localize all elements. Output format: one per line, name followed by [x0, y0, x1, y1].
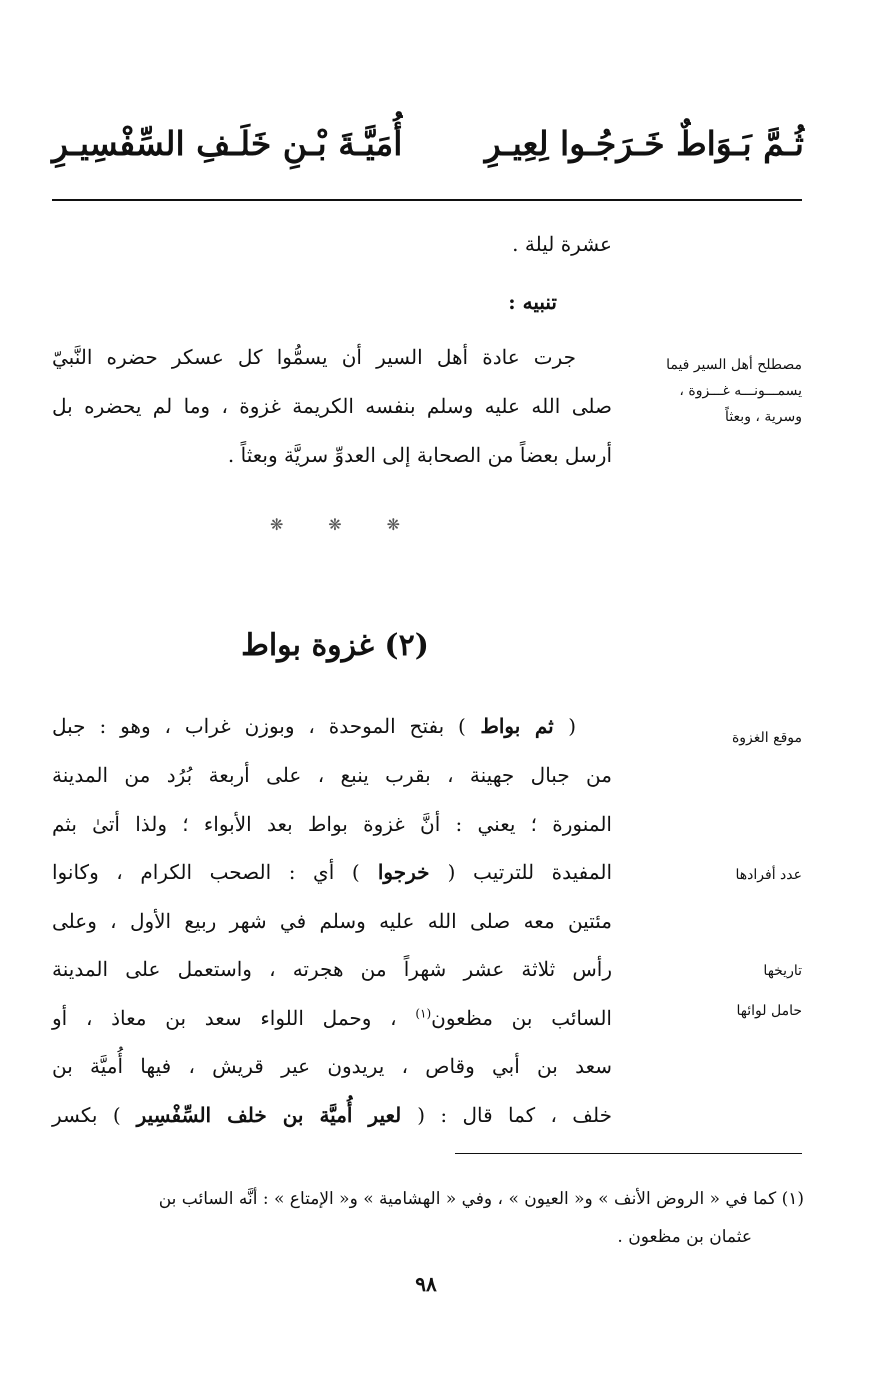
margin-note-location: موقع الغزوة — [731, 730, 802, 746]
body-text: ( — [568, 714, 577, 738]
star-ornament-icon: ❋ — [386, 515, 400, 534]
body-line — [52, 712, 612, 740]
footnote-line: عثمان بن مظعون . — [617, 1227, 752, 1247]
intro-paragraph-line: جرت عادة أهل السير أن يسمُّوا كل عسكر حضره النَّبيّ — [52, 345, 577, 369]
body-line: من جبال جهينة ، بقرب ينبع ، على أربعة بُرُد من المدينة — [52, 763, 612, 787]
footnote-marker[interactable]: (١) — [415, 1006, 432, 1021]
margin-note-line: وسرية ، وبعثاً — [725, 409, 802, 425]
footnote-divider — [455, 1153, 802, 1154]
section-ornament — [270, 515, 400, 534]
body-line: سعد بن أبي وقاص ، يريدون عير قريش ، فيها أُميَّة بن — [52, 1054, 612, 1078]
verse-hemistich-left: أُمَيَّـةَ بْـنِ خَلَـفِ السِّفْسِيـرِ — [52, 123, 403, 163]
margin-note-count: عدد أفرادها — [735, 867, 802, 883]
margin-note-date: تاريخها — [763, 963, 802, 979]
margin-note-terms — [640, 352, 802, 430]
star-ornament-icon: ❋ — [270, 515, 284, 534]
body-text: ) بفتح الموحدة ، وبوزن غراب ، وهو : جبل — [52, 714, 466, 738]
body-line — [52, 1101, 612, 1129]
quoted-verse-text: خرجوا — [359, 860, 448, 884]
section-title: (٢) غزوة بواط — [241, 628, 429, 663]
body-line — [52, 858, 612, 886]
poem-verse — [52, 108, 804, 178]
body-line: مئتين معه صلى الله عليه وسلم في شهر ربيع الأول ، وعلى — [52, 909, 612, 933]
body-text: المفيدة للترتيب ( — [447, 860, 613, 884]
quoted-verse-text: ثم بواط — [465, 714, 569, 738]
body-text: ) بكسر — [52, 1103, 121, 1127]
verse-hemistich-right: ثُـمَّ بَـوَاطٌ خَـرَجُـوا لِعِيـرِ — [484, 123, 804, 163]
intro-line: عشرة ليلة . — [512, 232, 612, 256]
page-number: ٩٨ — [415, 1272, 437, 1296]
quoted-verse-text: لعير أُميَّة بن خلف السِّفْسِير — [120, 1103, 418, 1127]
body-text: ، وحمل اللواء سعد بن معاذ ، أو — [52, 1006, 416, 1030]
star-ornament-icon: ❋ — [328, 515, 342, 534]
body-line: المنورة ؛ يعني : أنَّ غزوة بواط بعد الأبواء ؛ ولذا أتىٰ بثم — [52, 812, 612, 836]
header-divider — [52, 199, 802, 201]
body-line — [52, 1004, 612, 1032]
margin-note-line: يسمـــونـــه غـــزوة ، — [679, 383, 802, 399]
margin-note-banner: حامل لوائها — [736, 1003, 802, 1019]
body-text: ) أي : الصحب الكرام ، وكانوا — [52, 860, 360, 884]
intro-paragraph-line: صلى الله عليه وسلم بنفسه الكريمة غزوة ، وما لم يحضره بل — [52, 394, 612, 418]
body-line: رأس ثلاثة عشر شهراً من هجرته ، واستعمل على المدينة — [52, 957, 612, 981]
body-text: السائب بن مظعون — [431, 1006, 612, 1030]
footnote-line: (١) كما في « الروض الأنف » و« العيون » ، وفي « الهشامية » و« الإمتاع » : أنَّه السائب بن — [158, 1189, 804, 1209]
body-text: خلف ، كما قال : ( — [417, 1103, 612, 1127]
margin-note-line: مصطلح أهل السير فيما — [666, 357, 802, 373]
tanbih-heading: تنبيه : — [508, 290, 557, 314]
intro-paragraph-line: أرسل بعضاً من الصحابة إلى العدوِّ سريَّة وبعثاً . — [227, 443, 612, 467]
